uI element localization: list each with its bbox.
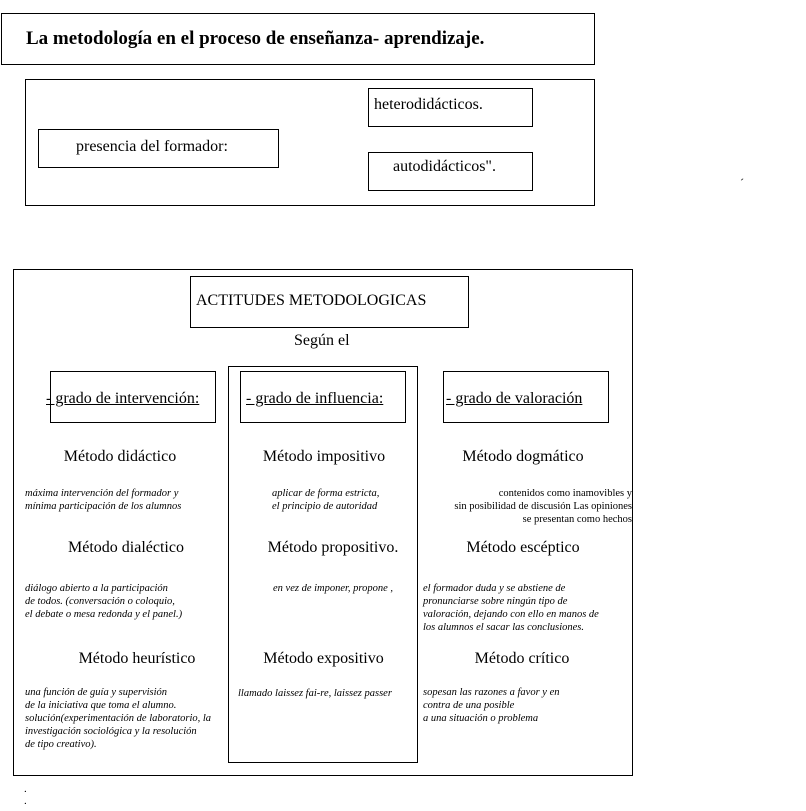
method-propositivo: Método propositivo. — [267, 539, 399, 556]
method-expositivo-desc: llamado laissez fai-re, laissez passer — [238, 688, 392, 699]
influence-header: - grado de influencia: — [246, 390, 384, 407]
method-critico: Método crítico — [474, 650, 570, 667]
method-heuristico: Método heurístico — [78, 650, 196, 667]
page-title: La metodología en el proceso de enseñanza- aprendizaje. — [26, 28, 485, 49]
method-dogmatico: Método dogmático — [462, 448, 584, 465]
presence-box — [38, 129, 279, 168]
auto-label: autodidácticos". — [393, 158, 496, 175]
hetero-label: heterodidácticos. — [374, 96, 483, 113]
method-critico-desc: sopesan las razones a favor y en contra de una posible a una situación o problema — [423, 687, 560, 724]
hetero-box — [368, 88, 533, 127]
method-expositivo: Método expositivo — [263, 650, 384, 667]
method-propositivo-desc: en vez de imponer, propone , — [273, 583, 394, 594]
method-impositivo-desc: aplicar de forma estricta, el principio de autoridad — [272, 488, 380, 512]
stray-mark: ´ — [740, 176, 744, 190]
auto-box — [368, 152, 533, 191]
influence-column-box — [228, 366, 418, 763]
title-box — [1, 13, 595, 65]
actitudes-heading: ACTITUDES METODOLOGICAS — [196, 292, 427, 309]
method-esceptico-desc: el formador duda y se abstiene de pronunciarse sobre ningún tipo de valoración, dejando con ello en manos de los alumnos el sacar las conclusiones. — [423, 583, 599, 633]
method-dogmatico-desc: contenidos como inamovibles y sin posibilidad de discusión Las opiniones se presentan como hechos — [454, 488, 632, 525]
top-panel — [25, 79, 595, 206]
footer-dot: . — [24, 783, 27, 795]
segun-label: Según el — [294, 332, 350, 349]
method-dialectico-desc: diálogo abierto a la participación de todos. (conversación o coloquio, el debate o mesa redonda y el panel.) — [25, 583, 183, 620]
intervention-header: - grado de intervención: — [46, 390, 200, 407]
method-didactico: Método didáctico — [63, 448, 177, 465]
method-heuristico-desc: una función de guía y supervisión de la iniciativa que toma el alumno. solución(experimentación de laboratorio, la investigación sociológica y la resolución de tipo creativo). — [25, 687, 212, 750]
actitudes-box — [190, 276, 469, 328]
method-esceptico: Método escéptico — [466, 539, 580, 556]
presence-label: presencia del formador: — [76, 138, 228, 155]
method-impositivo: Método impositivo — [262, 448, 386, 465]
footer-dot: . — [24, 795, 27, 807]
method-dialectico: Método dialéctico — [68, 539, 184, 556]
method-didactico-desc: máxima intervención del formador y mínima participación de los alumnos — [25, 488, 182, 512]
valoracion-header: - grado de valoración — [446, 390, 583, 407]
